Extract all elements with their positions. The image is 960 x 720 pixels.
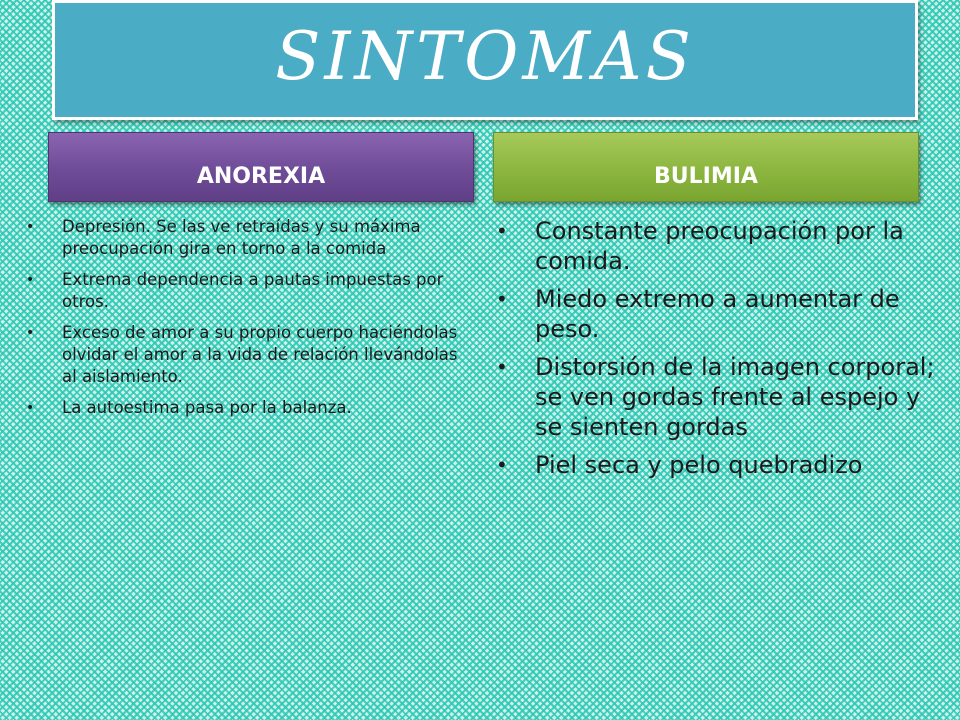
anorexia-item-text: Exceso de amor a su propio cuerpo haciéndolas olvidar el amor a la vida de relación llevándolas al aislamiento.: [62, 323, 458, 386]
bullet-icon: •: [496, 355, 508, 379]
list-item: [492, 216, 942, 276]
anorexia-item-text: Extrema dependencia a pautas impuestas por otros.: [62, 270, 444, 311]
bulimia-symptom-list: [492, 216, 942, 488]
bulimia-item-text: Constante preocupación por la comida.: [535, 217, 904, 275]
list-item: [492, 450, 942, 480]
anorexia-header-label: ANOREXIA: [196, 163, 326, 189]
bulimia-header: [493, 132, 919, 202]
bullet-icon: •: [26, 325, 35, 341]
anorexia-symptom-list: [24, 216, 464, 428]
title-box: [52, 0, 918, 120]
bullet-icon: •: [26, 400, 35, 416]
anorexia-item-text: La autoestima pasa por la balanza.: [62, 398, 352, 417]
bullet-icon: •: [26, 219, 35, 235]
list-item: [492, 352, 942, 442]
list-item: [492, 284, 942, 344]
bulimia-item-text: Piel seca y pelo quebradizo: [535, 451, 863, 479]
list-item: [24, 397, 464, 419]
bullet-icon: •: [496, 219, 508, 243]
bullet-icon: •: [496, 453, 508, 477]
bulimia-item-text: Distorsión de la imagen corporal; se ven gordas frente al espejo y se sienten gordas: [535, 353, 935, 441]
bulimia-header-label: BULIMIA: [654, 163, 758, 189]
list-item: [24, 216, 464, 260]
bulimia-item-text: Miedo extremo a aumentar de peso.: [535, 285, 900, 343]
anorexia-item-text: Depresión. Se las ve retraídas y su máxima preocupación gira en torno a la comida: [62, 217, 421, 258]
anorexia-header: [48, 132, 474, 202]
slide-title: SINTOMAS: [275, 18, 695, 95]
bullet-icon: •: [26, 272, 35, 288]
list-item: [24, 322, 464, 388]
list-item: [24, 269, 464, 313]
bullet-icon: •: [496, 287, 508, 311]
